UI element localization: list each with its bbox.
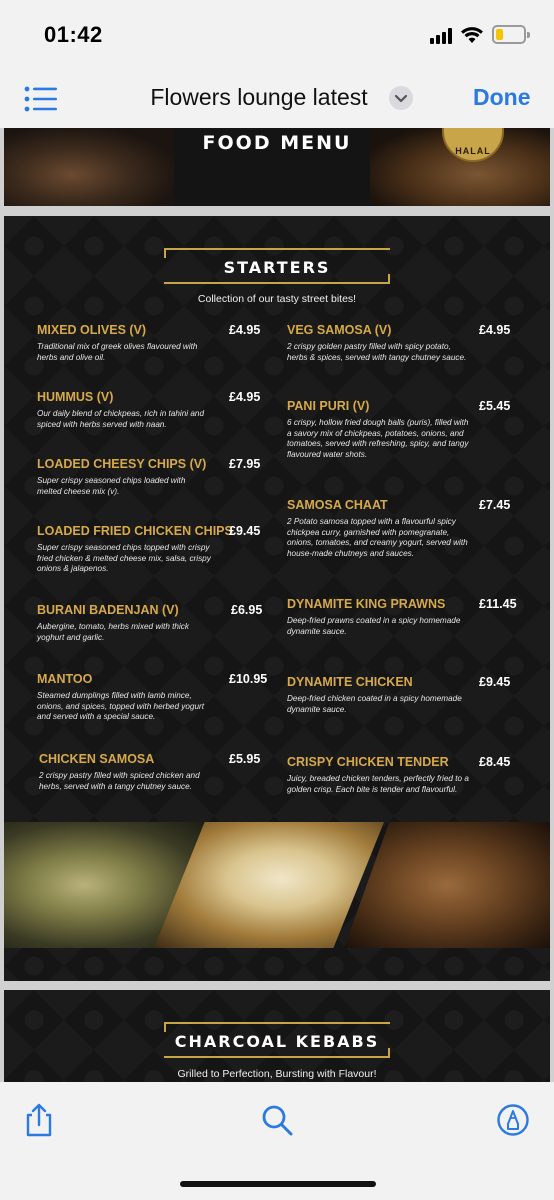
item-description: Super crispy seasoned chips topped with crispy fried chicken & melted cheese mix, salsa, crispy onions & jalapenos. bbox=[37, 543, 211, 574]
done-button[interactable]: Done bbox=[473, 84, 531, 110]
item-name: LOADED CHEESY CHIPS (V) bbox=[37, 457, 207, 471]
menu-page-header bbox=[4, 128, 550, 206]
item-price: £11.45 bbox=[479, 597, 517, 611]
item-name: DYNAMITE CHICKEN bbox=[287, 675, 413, 689]
item-description: Super crispy seasoned chips loaded with melted cheese mix (v). bbox=[37, 476, 186, 496]
item-price: £4.95 bbox=[229, 390, 261, 404]
status-time: 01:42 bbox=[44, 22, 103, 47]
item-price: £8.45 bbox=[479, 755, 511, 769]
item-description: 2 Potato samosa topped with a flavourful spicy chickpea curry, garnished with pomegranate, onions, tomatoes, and creamy yogurt, served with house-made chutneys and sauces. bbox=[287, 517, 468, 558]
item-description: Steamed dumplings filled with lamb mince, onions, and spices, topped with herbed yogurt and served with a special sauce. bbox=[37, 691, 205, 722]
wifi-icon bbox=[461, 26, 483, 44]
menu-item bbox=[287, 755, 527, 795]
item-description: 2 crispy golden pastry filled with spicy potato, herbs & spices, served with tangy chutney sauce. bbox=[287, 342, 467, 362]
item-price: £7.95 bbox=[229, 457, 261, 471]
battery-level bbox=[496, 29, 503, 40]
item-price: £4.95 bbox=[229, 323, 261, 337]
item-price: £10.95 bbox=[229, 672, 268, 686]
menu-item bbox=[37, 672, 277, 722]
item-description: 2 crispy pastry filled with spiced chicken and herbs, served with a tangy chutney sauce. bbox=[39, 771, 200, 791]
food-photo-strip bbox=[4, 822, 550, 948]
section-subtitle: Grilled to Perfection, Bursting with Flavour! bbox=[177, 1068, 377, 1080]
nav-bar bbox=[0, 72, 554, 128]
section-title: CHARCOAL KEBABS bbox=[174, 1032, 380, 1051]
menu-item bbox=[39, 752, 279, 792]
item-price: £4.95 bbox=[479, 323, 511, 337]
item-price: £6.95 bbox=[231, 603, 263, 617]
menu-page-kebabs bbox=[4, 990, 550, 1082]
halal-logo-text: HALAL bbox=[455, 146, 491, 156]
menu-item bbox=[287, 498, 527, 558]
item-name: PANI PURI (V) bbox=[287, 399, 370, 413]
item-price: £9.45 bbox=[479, 675, 511, 689]
item-name: CHICKEN SAMOSA bbox=[39, 752, 155, 766]
menu-item bbox=[287, 323, 527, 363]
cellular-signal-icon bbox=[430, 28, 454, 44]
food-menu-title: FOOD MENU bbox=[202, 132, 352, 154]
item-name: DYNAMITE KING PRAWNS bbox=[287, 597, 446, 611]
item-price: £7.45 bbox=[479, 498, 511, 512]
search-icon[interactable] bbox=[260, 1102, 294, 1138]
item-name: SAMOSA CHAAT bbox=[287, 498, 388, 512]
item-price: £9.45 bbox=[229, 524, 261, 538]
kebabs-banner bbox=[164, 1022, 390, 1058]
title-menu-button[interactable] bbox=[389, 86, 413, 110]
item-name: VEG SAMOSA (V) bbox=[287, 323, 392, 337]
item-name: CRISPY CHICKEN TENDER bbox=[287, 755, 449, 769]
menu-item bbox=[37, 323, 277, 363]
menu-page-starters bbox=[4, 216, 550, 981]
starters-banner bbox=[164, 248, 390, 284]
section-subtitle: Collection of our tasty street bites! bbox=[197, 293, 357, 305]
chevron-down-icon bbox=[389, 86, 413, 110]
markup-icon[interactable] bbox=[496, 1102, 530, 1138]
document-title bbox=[0, 84, 554, 111]
item-description: Juicy, breaded chicken tenders, perfectly fried to a golden crisp. Each bite is tender and flavourful. bbox=[287, 774, 469, 794]
item-name: BURANI BADENJAN (V) bbox=[37, 603, 179, 617]
share-icon[interactable] bbox=[22, 1102, 56, 1138]
item-description: Deep-fried prawns coated in a spicy homemade dynamite sauce. bbox=[287, 616, 461, 636]
item-description: Our daily blend of chickpeas, rich in tahini and spiced with herbs served with naan. bbox=[37, 409, 205, 429]
status-bar bbox=[0, 0, 554, 72]
item-price: £5.45 bbox=[479, 399, 511, 413]
menu-item bbox=[37, 603, 277, 643]
menu-item bbox=[287, 675, 527, 715]
menu-item bbox=[287, 399, 527, 459]
item-name: MIXED OLIVES (V) bbox=[37, 323, 147, 337]
item-price: £5.95 bbox=[229, 752, 261, 766]
item-name: HUMMUS (V) bbox=[37, 390, 114, 404]
menu-item bbox=[37, 457, 277, 497]
menu-item bbox=[287, 597, 527, 637]
battery-icon bbox=[492, 25, 526, 44]
document-title-text: Flowers lounge latest bbox=[150, 84, 368, 110]
item-description: Traditional mix of greek olives flavoured with herbs and olive oil. bbox=[37, 342, 198, 362]
menu-item bbox=[37, 390, 277, 430]
document-viewer[interactable] bbox=[0, 128, 554, 1082]
item-description: 6 crispy, hollow fried dough balls (puris), filled with a savory mix of chickpeas, potatoes, onions, and tomatoes, served with refreshing, spicy, and tangy flavoured water shots. bbox=[287, 418, 469, 459]
item-description: Deep-fried chicken coated in a spicy homemade dynamite sauce. bbox=[287, 694, 462, 714]
item-name: LOADED FRIED CHICKEN CHIPS bbox=[37, 524, 233, 538]
item-name: MANTOO bbox=[37, 672, 93, 686]
home-indicator[interactable] bbox=[180, 1181, 376, 1187]
item-description: Aubergine, tomato, herbs mixed with thick yoghurt and garlic. bbox=[37, 622, 189, 642]
menu-item bbox=[37, 524, 277, 574]
section-title: STARTERS bbox=[223, 258, 331, 277]
